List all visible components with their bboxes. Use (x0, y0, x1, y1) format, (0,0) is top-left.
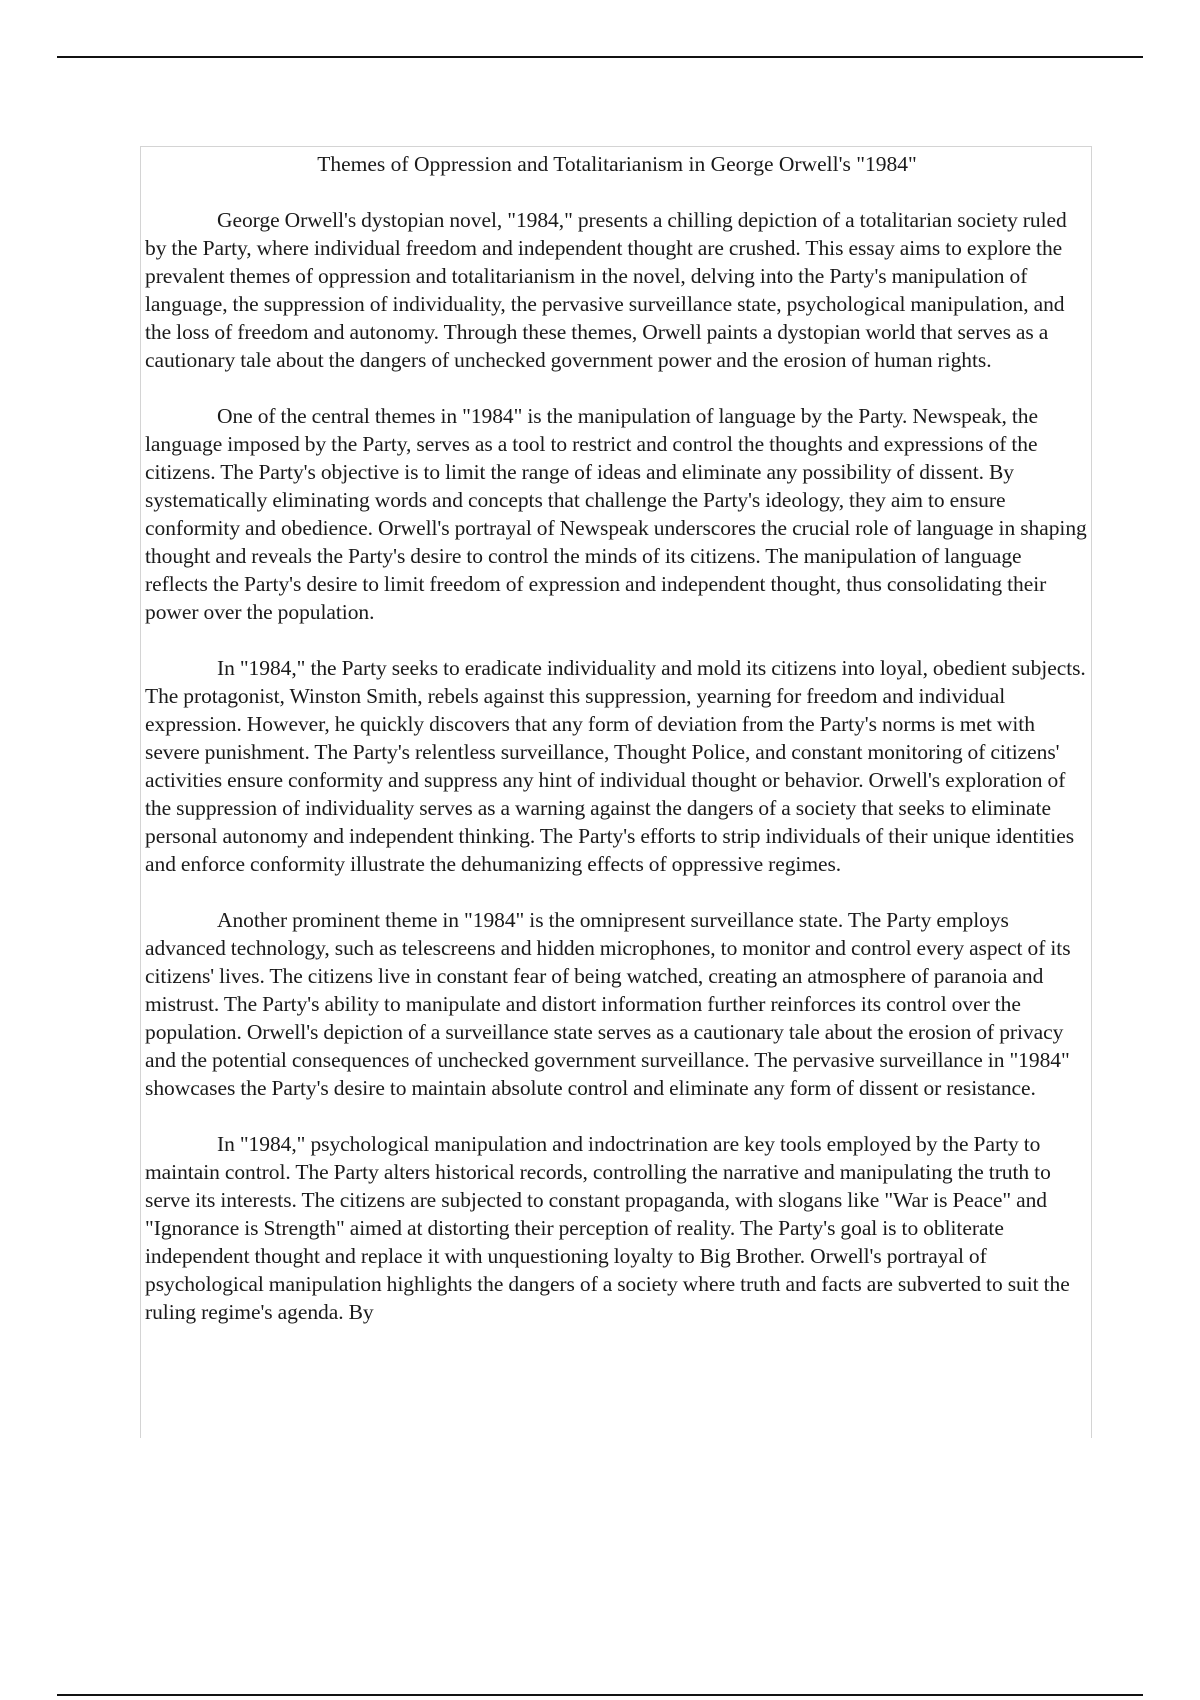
paragraph-psychological-manipulation: In "1984," psychological manipulation and indoctrination are key tools employed by the Party to maintain control. The Party alters historical records, controlling the narrative and manipulating the truth to serve its interests. The citizens are subjected to constant propaganda, with slogans like "War is Peace" and "Ignorance is Strength" aimed at distorting their perception of reality. The Party's goal is to obliterate independent thought and replace it with unquestioning loyalty to Big Brother. Orwell's portrayal of psychological manipulation highlights the dangers of a society where truth and facts are subverted to suit the ruling regime's agenda. By (145, 1132, 1070, 1324)
paragraph-surveillance: Another prominent theme in "1984" is the omnipresent surveillance state. The Party employs advanced technology, such as telescreens and hidden microphones, to monitor and control every aspect of its citizens' lives. The citizens live in constant fear of being watched, creating an atmosphere of paranoia and mistrust. The Party's ability to manipulate and distort information further reinforces its control over the population. Orwell's depiction of a surveillance state serves as a cautionary tale about the erosion of privacy and the potential consequences of unchecked government surveillance. The pervasive surveillance in "1984" showcases the Party's desire to maintain absolute control and eliminate any form of dissent or resistance. (145, 908, 1071, 1100)
document-page (140, 146, 1092, 1438)
paragraph-individuality: In "1984," the Party seeks to eradicate individuality and mold its citizens into loyal, obedient subjects. The protagonist, Winston Smith, rebels against this suppression, yearning for freedom and individual expression. However, he quickly discovers that any form of deviation from the Party's norms is met with severe punishment. The Party's relentless surveillance, Thought Police, and constant monitoring of citizens' activities ensure conformity and suppress any hint of individual thought or behavior. Orwell's exploration of the suppression of individuality serves as a warning against the dangers of a society that seeks to eliminate personal autonomy and independent thinking. The Party's efforts to strip individuals of their unique identities and enforce conformity illustrate the dehumanizing effects of oppressive regimes. (145, 656, 1086, 876)
document-body (145, 147, 1089, 1326)
paragraph-language: One of the central themes in "1984" is the manipulation of language by the Party. Newspeak, the language imposed by the Party, serves as a tool to restrict and control the thoughts and expressions of the citizens. The Party's objective is to limit the range of ideas and eliminate any possibility of dissent. By systematically eliminating words and concepts that challenge the Party's ideology, they aim to ensure conformity and obedience. Orwell's portrayal of Newspeak underscores the crucial role of language in shaping thought and reveals the Party's desire to control the minds of its citizens. The manipulation of language reflects the Party's desire to limit freedom of expression and independent thought, thus consolidating their power over the population. (145, 404, 1087, 624)
paragraph-introduction: George Orwell's dystopian novel, "1984," presents a chilling depiction of a totalitarian society ruled by the Party, where individual freedom and independent thought are crushed. This essay aims to explore the prevalent themes of oppression and totalitarianism in the novel, delving into the Party's manipulation of language, the suppression of individuality, the pervasive surveillance state, psychological manipulation, and the loss of freedom and autonomy. Through these themes, Orwell paints a dystopian world that serves as a cautionary tale about the dangers of unchecked government power and the erosion of human rights. (145, 208, 1067, 372)
bottom-rule (57, 1694, 1143, 1696)
top-rule (57, 56, 1143, 58)
essay-title: Themes of Oppression and Totalitarianism in George Orwell's "1984" (317, 152, 917, 176)
